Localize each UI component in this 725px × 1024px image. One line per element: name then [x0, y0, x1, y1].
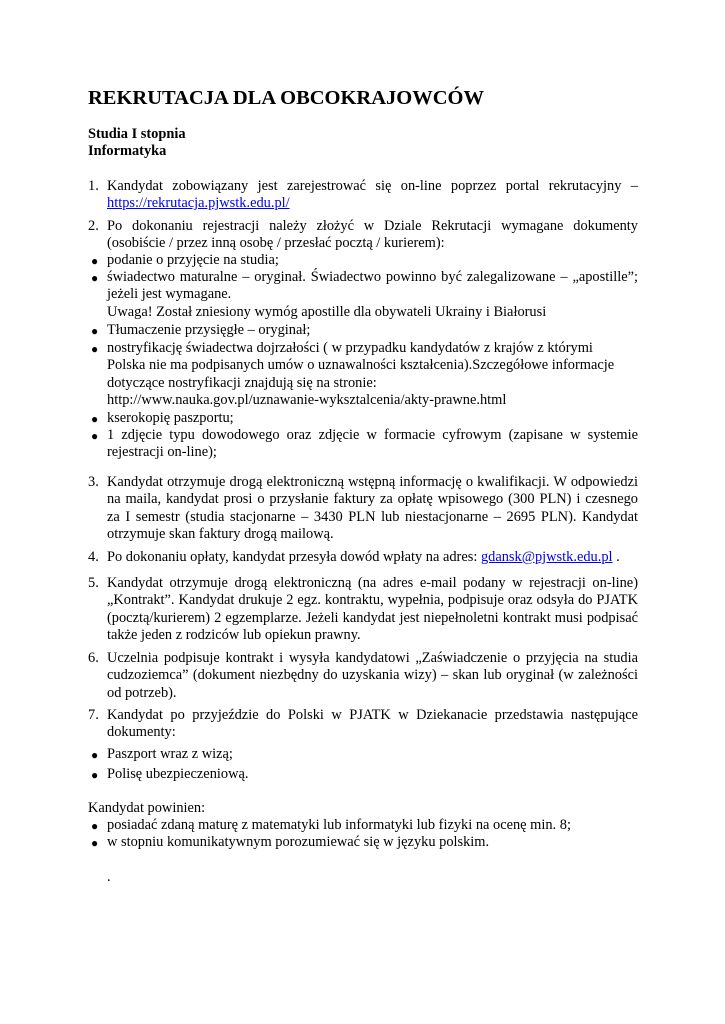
step-6 — [107, 650, 638, 702]
step-4-text: Po dokonaniu opłaty, kandydat przesyła dowód wpłaty na adres: — [107, 549, 481, 565]
step-5 — [107, 575, 638, 645]
step-3 — [107, 474, 638, 544]
step-5-line-2: „Kontrakt”. Kandydat drukuje 2 egz. kontraktu, wypełnia, podpisuje oraz odsyła do PJATK — [107, 592, 638, 609]
step-6-line-1: Uczelnia podpisuje kontrakt i wysyła kandydatowi „Zaświadczenie o przyjęcia na studia — [107, 650, 638, 666]
step-3-line-1: Kandydat otrzymuje drogą elektroniczną wstępną informację o kwalifikacji. W odpowiedzi — [107, 474, 638, 490]
document-item-text: Tłumaczenie przysięgłe – oryginał; — [107, 322, 311, 338]
step-2-line-2: (osobiście / przez inną osobę / przesłać pocztą / kurierem): — [107, 235, 445, 252]
document-item-text: nostryfikację świadectwa dojrzałości ( w przypadku kandydatów z krajów z którymi — [107, 340, 593, 356]
step-7-line-1: Kandydat po przyjeździe do Polski w PJATK w Dziekanacie przedstawia następujące — [107, 707, 638, 723]
bullet-icon: ● — [91, 819, 99, 833]
step-2-number: 2. — [88, 218, 99, 234]
email-link[interactable]: gdansk@pjwstk.edu.pl — [480, 549, 613, 565]
step-5-number: 5. — [88, 575, 99, 591]
trailing-dot: . — [107, 869, 111, 885]
step-7-number: 7. — [88, 707, 99, 723]
step-7 — [107, 707, 638, 742]
apostille-note: Uwaga! Został zniesiony wymóg apostille dla obywateli Ukrainy i Białorusi — [107, 303, 547, 320]
document-item-text: świadectwo maturalne – oryginał. Świadectwo powinno być zalegalizowane – „apostille”; — [107, 269, 638, 285]
bullet-icon: ● — [91, 324, 99, 338]
step-6-line-2: cudzoziemca” (dokument niezbędny do uzyskania wizy) – skan lub oryginał (w zależności — [107, 667, 638, 684]
bullet-icon: ● — [91, 271, 99, 285]
step-3-line-4: otrzymuje skan faktury drogą mailową. — [107, 526, 334, 543]
step-1 — [107, 178, 638, 213]
step-7-line-2: dokumenty: — [107, 724, 176, 741]
step-5-line-3: (pocztą/kurierem) 2 egzemplarze. Jeżeli kandydat jest niepełnoletni kontrakt musi podpisać — [107, 609, 638, 626]
document-item-text: jeżeli jest wymagane. — [107, 286, 232, 303]
step-5-line-4: także jeden z rodziców lub opiekun prawny. — [107, 627, 361, 644]
step-2-line-1: Po dokonaniu rejestracji należy złożyć w Dziale Rekrutacji wymagane dokumenty — [107, 218, 638, 234]
step-5-line-1: Kandydat otrzymuje drogą elektroniczną (na adres e-mail podany w rejestracji on-line) — [107, 575, 638, 591]
step-1-number: 1. — [88, 178, 99, 194]
bullet-icon: ● — [91, 768, 99, 782]
requirements-heading: Kandydat powinien: — [88, 800, 206, 816]
arrival-document-item: Paszport wraz z wizą; — [107, 746, 233, 762]
document-item — [107, 269, 638, 321]
document-item-text: rejestracji on-line); — [107, 444, 217, 461]
document-item-text: Polska nie ma podpisanych umów o uznawalności kształcenia).Szczegółowe informacje — [107, 357, 615, 374]
step-4 — [107, 549, 638, 566]
bullet-icon: ● — [91, 412, 99, 426]
bullet-icon: ● — [91, 836, 99, 850]
step-3-line-3: za I semestr (studia stacjonarne – 3430 PLN lub niestacjonarne – 2695 PLN). Kandydat — [107, 508, 638, 525]
step-3-number: 3. — [88, 474, 99, 490]
study-level: Studia I stopnia — [88, 126, 186, 142]
recruitment-portal-link[interactable]: https://rekrutacja.pjwstk.edu.pl/ — [107, 195, 290, 212]
step-6-number: 6. — [88, 650, 99, 666]
document-item-text: dotyczące nostryfikacji znajdują się na stronie: — [107, 374, 377, 391]
arrival-document-item: Polisę ubezpieczeniową. — [107, 766, 249, 782]
step-6-line-3: od potrzeb). — [107, 684, 177, 701]
study-field: Informatyka — [88, 143, 167, 159]
step-1-text: Kandydat zobowiązany jest zarejestrować się on-line poprzez portal rekrutacyjny – — [107, 178, 638, 194]
step-3-line-2: na maila, kandydat prosi o przysłanie faktury za opłatę wpisowego (300 PLN) i czesnego — [107, 491, 638, 508]
document-item — [107, 322, 638, 339]
document-item — [107, 427, 638, 462]
step-4-line — [107, 549, 638, 566]
document-item — [107, 252, 638, 269]
document-item-text: 1 zdjęcie typu dowodowego oraz zdjęcie w formacie cyfrowym (zapisane w systemie — [107, 427, 638, 443]
bullet-icon: ● — [91, 429, 99, 443]
bullet-icon: ● — [91, 254, 99, 268]
step-2 — [107, 218, 638, 253]
nostrification-url: http://www.nauka.gov.pl/uznawanie-wyksztalcenia/akty-prawne.html — [107, 392, 507, 409]
step-4-number: 4. — [88, 549, 99, 565]
requirement-item: w stopniu komunikatywnym porozumiewać się w języku polskim. — [107, 834, 490, 850]
document-item — [107, 410, 638, 427]
document-item — [107, 340, 638, 410]
requirement-item: posiadać zdaną maturę z matematyki lub informatyki lub fizyki na ocenę min. 8; — [107, 817, 571, 833]
bullet-icon: ● — [91, 748, 99, 762]
document-item-text: podanie o przyjęcie na studia; — [107, 252, 279, 268]
document-item-text: kserokopię paszportu; — [107, 410, 234, 426]
page-title: REKRUTACJA DLA OBCOKRAJOWCÓW — [88, 87, 484, 109]
step-4-end: . — [612, 549, 620, 565]
bullet-icon: ● — [91, 342, 99, 356]
